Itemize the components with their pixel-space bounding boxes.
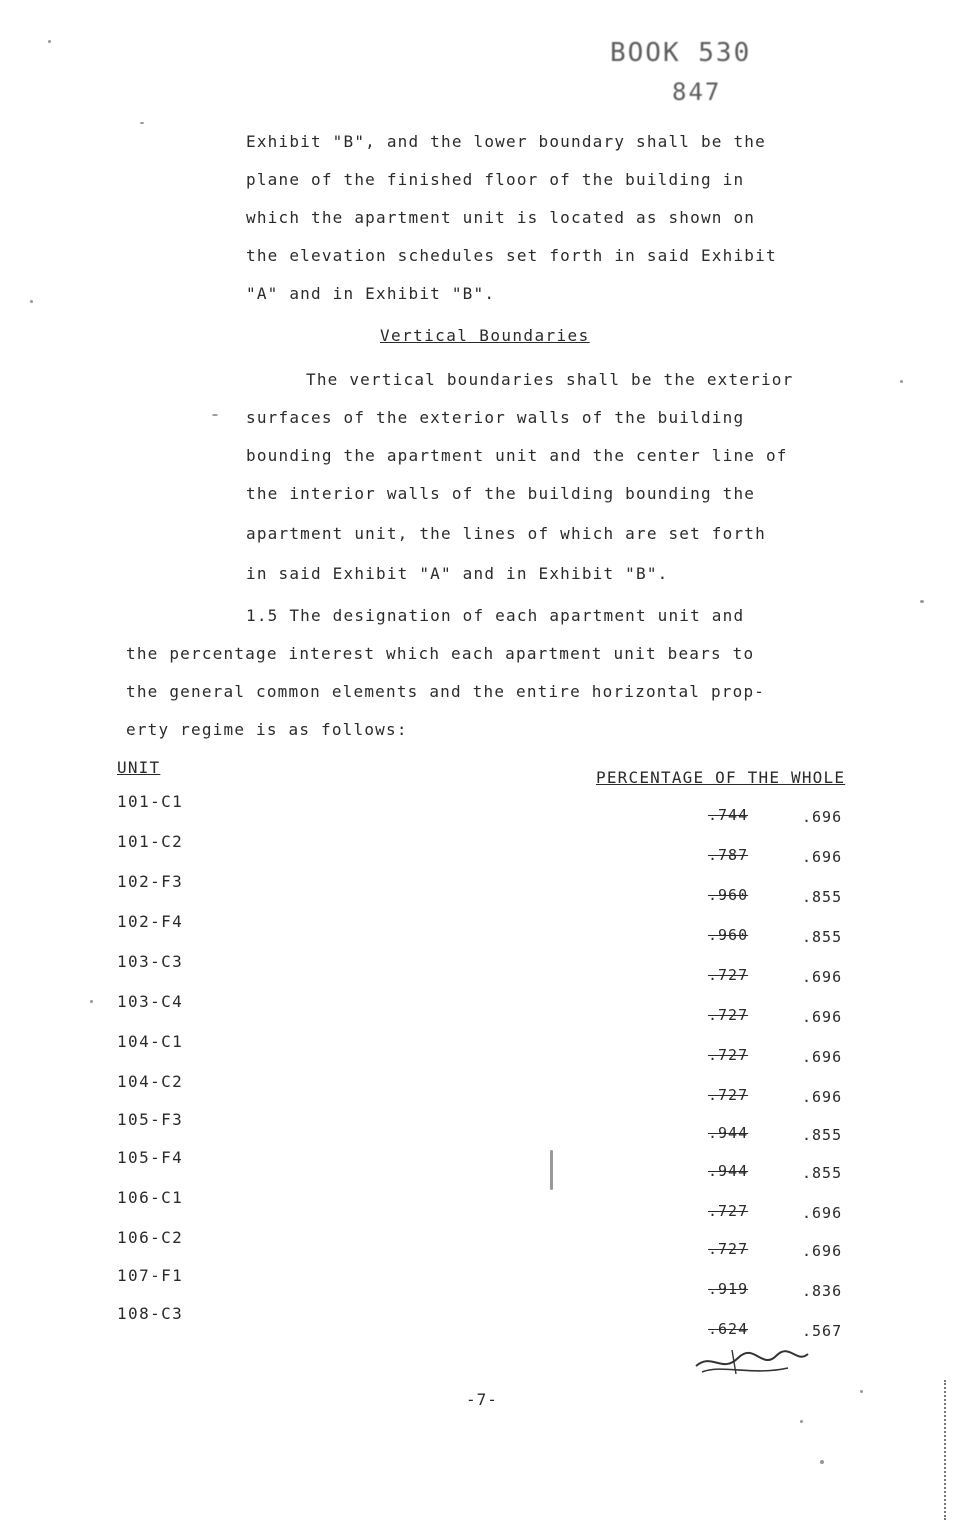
scan-speck	[820, 1460, 824, 1464]
struck-percentage: .944	[708, 1162, 749, 1180]
section-heading: Vertical Boundaries	[380, 326, 590, 345]
unit-label: 108-C3	[117, 1304, 184, 1323]
struck-percentage: .787	[708, 846, 749, 864]
body-line: the elevation schedules set forth in said Exhibit	[246, 246, 777, 265]
revised-percentage: .855	[802, 928, 843, 946]
unit-label: 106-C2	[117, 1228, 184, 1247]
revised-percentage: .567	[802, 1322, 843, 1340]
unit-column-header: UNIT	[117, 758, 161, 777]
page-stamp: 847	[672, 78, 722, 106]
revised-percentage: .855	[802, 1126, 843, 1144]
percentage-column-header: PERCENTAGE OF THE WHOLE	[596, 768, 846, 787]
revised-percentage: .696	[802, 968, 843, 986]
revised-percentage: .696	[802, 1242, 843, 1260]
book-stamp: BOOK 530	[610, 38, 752, 68]
body-line: "A" and in Exhibit "B".	[246, 284, 496, 303]
unit-label: 101-C1	[117, 792, 184, 811]
body-line: surfaces of the exterior walls of the building	[246, 408, 745, 427]
struck-percentage: .727	[708, 1046, 749, 1064]
binder-edge	[944, 1380, 960, 1520]
struck-percentage: .727	[708, 1086, 749, 1104]
revised-percentage: .855	[802, 1164, 843, 1182]
scan-speck	[900, 380, 903, 383]
body-line: the general common elements and the entire horizontal prop-	[126, 682, 766, 701]
unit-label: 104-C1	[117, 1032, 184, 1051]
handwritten-initials	[692, 1344, 812, 1380]
scan-speck	[140, 122, 144, 124]
body-line: in said Exhibit "A" and in Exhibit "B".	[246, 564, 669, 583]
unit-label: 101-C2	[117, 832, 184, 851]
unit-label: 105-F4	[117, 1148, 184, 1167]
revised-percentage: .836	[802, 1282, 843, 1300]
body-line: The vertical boundaries shall be the exterior	[306, 370, 794, 389]
scan-speck	[212, 414, 218, 416]
struck-percentage: .960	[708, 886, 749, 904]
body-line: Exhibit "B", and the lower boundary shall be the	[246, 132, 766, 151]
unit-label: 103-C4	[117, 992, 184, 1011]
struck-percentage: .727	[708, 1240, 749, 1258]
struck-percentage: .727	[708, 1202, 749, 1220]
scan-speck	[800, 1420, 803, 1423]
revised-percentage: .696	[802, 808, 843, 826]
body-line: plane of the finished floor of the building in	[246, 170, 745, 189]
scan-speck	[48, 40, 51, 43]
struck-percentage: .727	[708, 1006, 749, 1024]
struck-percentage: .744	[708, 806, 749, 824]
revised-percentage: .696	[802, 1008, 843, 1026]
body-line: the interior walls of the building bounding the	[246, 484, 756, 503]
scan-speck	[30, 300, 33, 303]
struck-percentage: .727	[708, 966, 749, 984]
scan-speck	[920, 600, 924, 603]
struck-percentage: .960	[708, 926, 749, 944]
scan-speck	[860, 1390, 863, 1393]
revised-percentage: .696	[802, 848, 843, 866]
body-line: apartment unit, the lines of which are set forth	[246, 524, 766, 543]
revised-percentage: .855	[802, 888, 843, 906]
unit-label: 102-F3	[117, 872, 184, 891]
struck-percentage: .919	[708, 1280, 749, 1298]
body-line: bounding the apartment unit and the center line of	[246, 446, 788, 465]
body-line: which the apartment unit is located as shown on	[246, 208, 756, 227]
revised-percentage: .696	[802, 1088, 843, 1106]
unit-label: 106-C1	[117, 1188, 184, 1207]
struck-percentage: .944	[708, 1124, 749, 1142]
unit-label: 107-F1	[117, 1266, 184, 1285]
body-line: 1.5 The designation of each apartment unit and	[246, 606, 745, 625]
struck-percentage: .624	[708, 1320, 749, 1338]
unit-label: 103-C3	[117, 952, 184, 971]
body-line: erty regime is as follows:	[126, 720, 408, 739]
unit-label: 105-F3	[117, 1110, 184, 1129]
revised-percentage: .696	[802, 1204, 843, 1222]
unit-label: 102-F4	[117, 912, 184, 931]
revised-percentage: .696	[802, 1048, 843, 1066]
unit-label: 104-C2	[117, 1072, 184, 1091]
body-line: the percentage interest which each apartment unit bears to	[126, 644, 755, 663]
scan-speck	[550, 1150, 553, 1190]
page-number: -7-	[466, 1390, 498, 1409]
scan-speck	[90, 1000, 93, 1003]
